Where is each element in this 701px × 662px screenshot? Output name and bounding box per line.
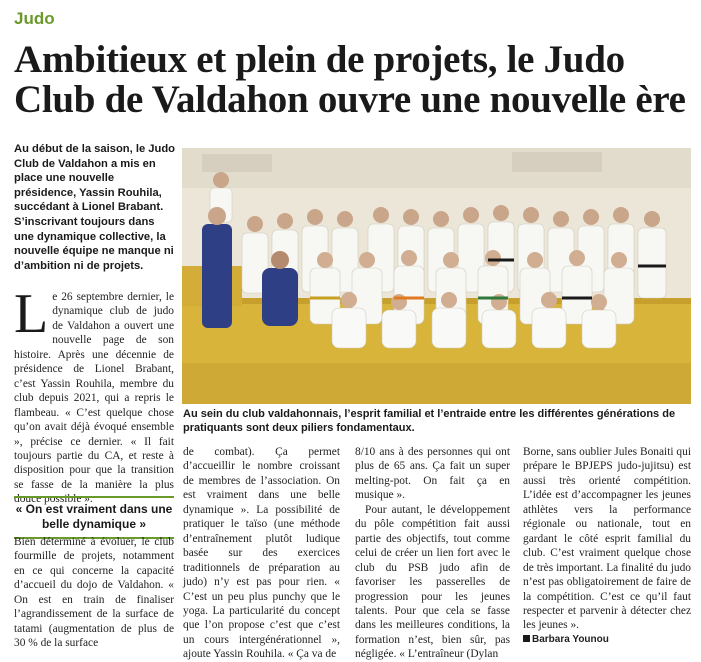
drop-cap: L (14, 283, 49, 345)
body-paragraph: Borne, sans oublier Jules Bonaiti qui prépare le BPJEPS judo-jujitsu) est aussi très orienté compétition. L’idée est d’accompagner les jeunes athlètes vers la performance régionale ou nationale, tout en gardant le côté esprit familial du club. C’est vraiment quelque chose de très important. La finalité du judo n’est pas obligatoirement de faire de la compétition. C’est ce qu’il faut respecter et parvenir à détecter chez les jeunes ». (523, 446, 691, 632)
article-headline: Ambitieux et plein de projets, le Judo Club de Valdahon ouvre une nouvelle ère (14, 38, 686, 121)
body-column-1-continued (14, 535, 174, 651)
body-paragraph: Pour autant, le développement du pôle compétition fait aussi partie des objectifs, tout comme celui de créer un lien fort avec le club du PSB judo afin de favoriser les passerelles de progression pour les jeunes talents. Pour que cela se fasse dans les meilleures conditions, la formation n’est, bien sûr, pas négligée. « L’entraîneur (Dylan (355, 503, 510, 661)
team-photo (182, 148, 691, 404)
photo-caption: Au sein du club valdahonnais, l’esprit familial et l’entraide entre les différentes générations de pratiquants sont deux piliers fondamentaux. (183, 408, 676, 434)
pull-quote: « On est vraiment dans une belle dynamique » (14, 496, 174, 539)
body-paragraph: e 26 septembre dernier, le dynamique club de judo de Valdahon a ouvert une nouvelle page de son histoire. Après une décennie de présidence de Lionel Brabant, c’est Yassin Rouhila, membre du club depuis 2021, qui a repris le flambeau. « C’est quelque chose qu’on avait déjà évoqué ensemble », précise ce dernier. « Il fait toujours partie du CA, et reste à disposition pour que la transition se fasse de la manière la plus douce possible ». (14, 291, 174, 506)
body-column-2 (183, 445, 340, 662)
article-intro: Au début de la saison, le Judo Club de Valdahon a mis en place une nouvelle présidence, Yassin Rouhila, succédant à Lionel Brabant. S’inscrivant toujours dans une dynamique collective, la nouvelle équipe ne manque ni d’ambition ni de projets. (14, 143, 176, 272)
body-column-4 (523, 445, 691, 647)
section-rubric: Judo (14, 9, 55, 28)
body-column-1 (14, 283, 174, 507)
team-photo-illustration (182, 148, 691, 404)
body-column-3 (355, 445, 510, 662)
author-signature (523, 633, 691, 647)
body-paragraph: Bien déterminé à évoluer, le club fourmille de projets, notamment en ce qui concerne la capacité d’accueil du dojo de Valdahon. « On est en train de finaliser l’agrandissement de la surface de tatami (augmentation de plus de 30 % de la surface (14, 536, 174, 650)
body-paragraph: 8/10 ans à des personnes qui ont plus de 65 ans. Ça fait un super melting-pot. On fait ça en musique ». (355, 446, 510, 502)
author-name: Barbara Younou (532, 633, 609, 645)
signature-bullet-icon (523, 635, 530, 642)
body-paragraph: de combat). Ça permet d’accueillir le nombre croissant de membres de l’association. On est vraiment dans une belle dynamique ». La possibilité de pratiquer le taïso (une méthode d’entraînement plutôt ludique basée sur des exercices traditionnels de préparation au judo) n’y est pas pour rien. « C’est un peu plus punchy que le yoga. La particularité du concept que l’on propose c’est que c’est un cours intergénérationnel », ajoute Yassin Rouhila. « Ça va de (183, 446, 340, 661)
